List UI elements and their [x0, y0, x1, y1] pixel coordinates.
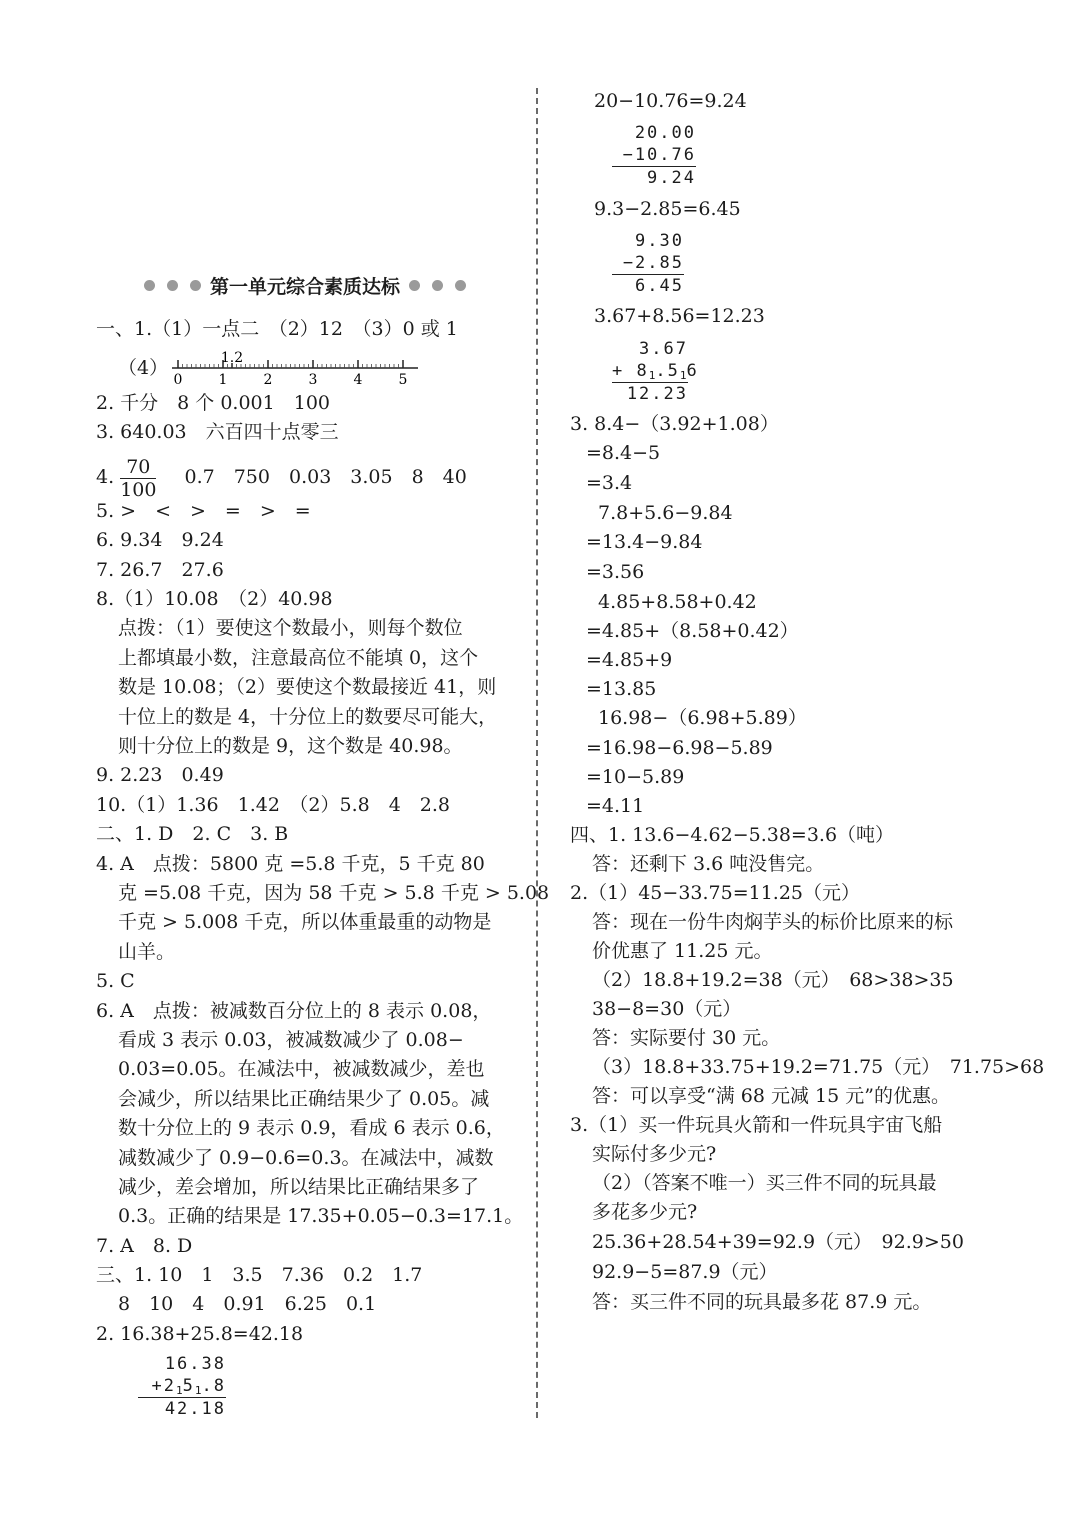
- vertical-calculation: [612, 230, 684, 297]
- hint-line: 则十分位上的数是 9，这个数是 40.98。: [118, 735, 463, 757]
- hint-line: 会减少，所以结果比正确结果少了 0.05。减: [118, 1088, 490, 1110]
- answer-line: 3.（1）买一件玩具火箭和一件玩具宇宙飞船: [570, 1114, 943, 1136]
- answer-line: 2. 16.38+25.8=42.18: [96, 1323, 304, 1345]
- answer-line: 一、1.（1）一点二 （2）12 （3）0 或 1: [96, 318, 458, 340]
- answer-line: 4.85+8.58+0.42: [598, 591, 757, 613]
- hint-line: 数十分位上的 9 表示 0.9，看成 6 表示 0.6，: [118, 1117, 505, 1139]
- answer-line: =4.85+9: [586, 649, 673, 671]
- number-line-point-label: 1.2: [220, 350, 244, 366]
- hint-line: 减少，差会增加，所以结果比正确结果多了: [118, 1176, 480, 1198]
- calc-row: −10.76: [622, 145, 696, 165]
- number-line-tick-label: 2: [263, 372, 273, 388]
- answer-line: 价优惠了 11.25 元。: [592, 940, 773, 962]
- answer-line: =3.4: [586, 472, 633, 494]
- answer-line: 9. 2.23 0.49: [96, 764, 224, 786]
- answer-line: （2）（答案不唯一）买三件不同的玩具最: [592, 1172, 937, 1194]
- answer-line: 2. 千分 8 个 0.001 100: [96, 392, 330, 414]
- answer-line: 6. A 点拨：被减数百分位上的 8 表示 0.08，: [96, 1000, 492, 1022]
- answer-line: 7. A 8. D: [96, 1235, 193, 1257]
- answer-line: 3. 8.4−（3.92+1.08）: [570, 413, 779, 435]
- answer-line: =8.4−5: [586, 442, 661, 464]
- hint-line: 0.03=0.05。在减法中，被减数减少，差也: [118, 1058, 485, 1080]
- hint-line: 看成 3 表示 0.03，被减数减少了 0.08−: [118, 1029, 464, 1051]
- hint-line: 0.3。正确的结果是 17.35+0.05−0.3=17.1。: [118, 1205, 524, 1227]
- number-line-tick-label: 1: [218, 372, 228, 388]
- answer-line: 8.（1）10.08 （2）40.98: [96, 588, 333, 610]
- answer-line: 16.98−（6.98+5.89）: [598, 707, 807, 729]
- hint-line: 山羊。: [118, 941, 176, 963]
- answer-line: 答：实际要付 30 元。: [592, 1027, 781, 1049]
- answer-line: 92.9−5=87.9（元）: [592, 1261, 778, 1283]
- section-title: 第一单元综合素质达标: [209, 276, 400, 298]
- answer-line: 25.36+28.54+39=92.9（元） 92.9>50: [592, 1231, 964, 1253]
- calc-row: 3.67: [639, 339, 688, 359]
- decor-dot-icon: [144, 280, 155, 291]
- vertical-calculation: [138, 1353, 226, 1420]
- answer-values: 0.7 750 0.03 3.05 8 40: [184, 466, 467, 488]
- item-number: 4.: [96, 466, 115, 488]
- answer-line: 6. 9.34 9.24: [96, 529, 224, 551]
- decor-dot-icon: [409, 280, 420, 291]
- answer-line: 答：现在一份牛肉焖芋头的标价比原来的标: [592, 911, 954, 933]
- fraction-numerator: 70: [120, 456, 156, 479]
- number-line-tick-label: 5: [398, 372, 408, 388]
- answer-line: 实际付多少元?: [592, 1143, 717, 1165]
- answer-line: 20−10.76=9.24: [594, 90, 747, 112]
- answer-line: =3.56: [586, 561, 645, 583]
- decor-dot-icon: [432, 280, 443, 291]
- answer-line: （3）18.8+33.75+19.2=71.75（元） 71.75>68: [592, 1056, 1045, 1078]
- calc-result: 6.45: [612, 274, 684, 297]
- calc-row: 9.30: [635, 231, 684, 251]
- decor-dot-icon: [190, 280, 201, 291]
- answer-line: =13.4−9.84: [586, 531, 703, 553]
- answer-line: 5. > < > = > =: [96, 500, 311, 522]
- answer-line: 5. C: [96, 970, 135, 992]
- hint-line: 十位上的数是 4，十分位上的数要尽可能大，: [118, 706, 498, 728]
- hint-line: 千克 > 5.008 千克，所以体重最重的动物是: [118, 911, 492, 933]
- answer-line: =10−5.89: [586, 766, 685, 788]
- calc-row: $+2_15_1.8$: [151, 1376, 226, 1397]
- decor-dot-icon: [455, 280, 466, 291]
- answer-line: =16.98−6.98−5.89: [586, 737, 773, 759]
- answer-line: 9.3−2.85=6.45: [594, 198, 741, 220]
- section-title-row: [140, 272, 470, 299]
- answer-line: 答：买三件不同的玩具最多花 87.9 元。: [592, 1291, 932, 1313]
- answer-line: 多花多少元?: [592, 1201, 698, 1223]
- answer-line: （2）18.8+19.2=38（元） 68>38>35: [592, 969, 954, 991]
- answer-line: 答：可以享受“满 68 元减 15 元”的优惠。: [592, 1085, 950, 1107]
- vertical-calculation: [612, 122, 696, 189]
- number-line-tick-label: 3: [308, 372, 318, 388]
- answer-line: [96, 454, 467, 501]
- number-line-tick-label: 0: [173, 372, 183, 388]
- calc-row: −2.85: [622, 253, 684, 273]
- number-line-tick-label: 4: [353, 372, 363, 388]
- vertical-calculation: [612, 338, 699, 405]
- decor-dot-icon: [167, 280, 178, 291]
- answer-line: 38−8=30（元）: [592, 998, 742, 1020]
- answer-line: =13.85: [586, 678, 657, 700]
- hint-line: 上都填最小数，注意最高位不能填 0，这个: [118, 647, 479, 669]
- answer-line: 8 10 4 0.91 6.25 0.1: [118, 1293, 377, 1315]
- answer-line: 3. 640.03 六百四十点零三: [96, 421, 339, 443]
- fraction: [120, 456, 156, 501]
- calc-row: + $8_1.5_16$: [612, 361, 699, 382]
- hint-line: 克 =5.08 千克，因为 58 千克 > 5.8 千克 > 5.08: [118, 882, 550, 904]
- calc-result: 42.18: [138, 1397, 226, 1420]
- hint-line: 数是 10.08；（2）要使这个数最接近 41，则: [118, 676, 497, 698]
- number-line: [166, 346, 426, 388]
- answer-line: 10.（1）1.36 1.42 （2）5.8 4 2.8: [96, 794, 451, 816]
- answer-line: 7. 26.7 27.6: [96, 559, 224, 581]
- hint-line: 减数减少了 0.9−0.6=0.3。在减法中，减数: [118, 1147, 494, 1169]
- answer-line: 四、1. 13.6−4.62−5.38=3.6（吨）: [570, 824, 895, 846]
- fraction-denominator: 100: [120, 478, 157, 501]
- answer-line: 三、1. 10 1 3.5 7.36 0.2 1.7: [96, 1264, 423, 1286]
- calc-result: 9.24: [612, 166, 696, 189]
- answer-line: =4.11: [586, 795, 645, 817]
- answer-line: 7.8+5.6−9.84: [598, 502, 733, 524]
- calc-row: 16.38: [164, 1354, 226, 1374]
- answer-line: 2.（1）45−33.75=11.25（元）: [570, 882, 861, 904]
- hint-line: 点拨：（1）要使这个数最小，则每个数位: [118, 617, 463, 639]
- calc-row: 20.00: [634, 123, 696, 143]
- answer-line: （4）: [118, 357, 169, 379]
- column-divider: [536, 88, 538, 1418]
- answer-line: 3.67+8.56=12.23: [594, 305, 765, 327]
- answer-line: 二、1. D 2. C 3. B: [96, 823, 289, 845]
- answer-line: 答：还剩下 3.6 吨没售完。: [592, 853, 825, 875]
- answer-line: 4. A 点拨：5800 克 =5.8 千克，5 千克 80: [96, 853, 485, 875]
- answer-line: =4.85+（8.58+0.42）: [586, 620, 799, 642]
- calc-result: 12.23: [612, 382, 688, 405]
